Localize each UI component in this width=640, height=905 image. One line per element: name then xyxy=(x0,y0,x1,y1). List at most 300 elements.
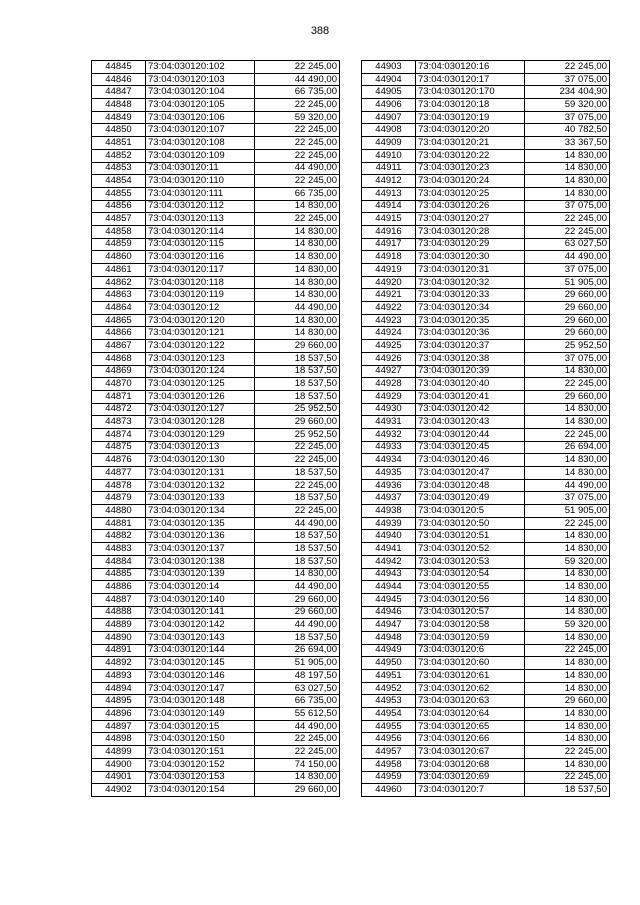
row-number-cell: 44932 xyxy=(362,428,416,441)
cadastral-number-cell: 73:04:030120:45 xyxy=(416,441,525,454)
cadastral-number-cell: 73:04:030120:40 xyxy=(416,378,525,391)
table-row xyxy=(362,593,610,606)
row-number-cell: 44919 xyxy=(362,264,416,277)
table-row xyxy=(362,225,610,238)
row-number-cell: 44849 xyxy=(92,111,146,124)
table-row xyxy=(362,530,610,543)
table-row xyxy=(92,238,340,251)
value-cell: 22 245,00 xyxy=(255,137,340,150)
table-row xyxy=(92,619,340,632)
table-row xyxy=(362,289,610,302)
table-row xyxy=(92,720,340,733)
cadastral-number-cell: 73:04:030120:132 xyxy=(146,479,255,492)
value-cell: 22 245,00 xyxy=(255,213,340,226)
row-number-cell: 44866 xyxy=(92,327,146,340)
row-number-cell: 44852 xyxy=(92,149,146,162)
row-number-cell: 44923 xyxy=(362,314,416,327)
table-row xyxy=(362,200,610,213)
cadastral-number-cell: 73:04:030120:44 xyxy=(416,428,525,441)
table-row xyxy=(362,264,610,277)
cadastral-number-cell: 73:04:030120:6 xyxy=(416,644,525,657)
cadastral-number-cell: 73:04:030120:13 xyxy=(146,441,255,454)
value-cell: 51 905,00 xyxy=(255,657,340,670)
cadastral-number-cell: 73:04:030120:37 xyxy=(416,340,525,353)
cadastral-number-cell: 73:04:030120:117 xyxy=(146,264,255,277)
row-number-cell: 44934 xyxy=(362,454,416,467)
value-cell: 18 537,50 xyxy=(525,784,610,797)
cadastral-number-cell: 73:04:030120:64 xyxy=(416,708,525,721)
value-cell: 14 830,00 xyxy=(255,771,340,784)
cadastral-number-cell: 73:04:030120:112 xyxy=(146,200,255,213)
cadastral-number-cell: 73:04:030120:141 xyxy=(146,606,255,619)
cadastral-number-cell: 73:04:030120:32 xyxy=(416,276,525,289)
cadastral-number-cell: 73:04:030120:113 xyxy=(146,213,255,226)
table-row xyxy=(362,682,610,695)
value-cell: 44 490,00 xyxy=(255,619,340,632)
registry-table-left-body xyxy=(92,61,340,797)
row-number-cell: 44880 xyxy=(92,505,146,518)
value-cell: 22 245,00 xyxy=(255,441,340,454)
value-cell: 22 245,00 xyxy=(525,61,610,74)
cadastral-number-cell: 73:04:030120:60 xyxy=(416,657,525,670)
table-row xyxy=(362,581,610,594)
cadastral-number-cell: 73:04:030120:127 xyxy=(146,403,255,416)
value-cell: 74 150,00 xyxy=(255,758,340,771)
table-row xyxy=(362,543,610,556)
cadastral-number-cell: 73:04:030120:121 xyxy=(146,327,255,340)
row-number-cell: 44851 xyxy=(92,137,146,150)
row-number-cell: 44929 xyxy=(362,390,416,403)
table-row xyxy=(92,505,340,518)
cadastral-number-cell: 73:04:030120:137 xyxy=(146,543,255,556)
cadastral-number-cell: 73:04:030120:125 xyxy=(146,378,255,391)
row-number-cell: 44876 xyxy=(92,454,146,467)
table-row xyxy=(362,187,610,200)
value-cell: 14 830,00 xyxy=(525,758,610,771)
cadastral-number-cell: 73:04:030120:107 xyxy=(146,124,255,137)
value-cell: 22 245,00 xyxy=(525,771,610,784)
value-cell: 14 830,00 xyxy=(525,581,610,594)
cadastral-number-cell: 73:04:030120:105 xyxy=(146,99,255,112)
table-row xyxy=(92,606,340,619)
cadastral-number-cell: 73:04:030120:136 xyxy=(146,530,255,543)
cadastral-number-cell: 73:04:030120:35 xyxy=(416,314,525,327)
value-cell: 29 660,00 xyxy=(525,302,610,315)
cadastral-number-cell: 73:04:030120:56 xyxy=(416,593,525,606)
table-row xyxy=(92,441,340,454)
value-cell: 37 075,00 xyxy=(525,492,610,505)
table-row xyxy=(362,302,610,315)
row-number-cell: 44903 xyxy=(362,61,416,74)
cadastral-number-cell: 73:04:030120:38 xyxy=(416,352,525,365)
table-row xyxy=(362,416,610,429)
table-row xyxy=(362,403,610,416)
value-cell: 18 537,50 xyxy=(255,467,340,480)
row-number-cell: 44930 xyxy=(362,403,416,416)
table-row xyxy=(362,695,610,708)
value-cell: 37 075,00 xyxy=(525,73,610,86)
row-number-cell: 44950 xyxy=(362,657,416,670)
value-cell: 51 905,00 xyxy=(525,505,610,518)
value-cell: 22 245,00 xyxy=(525,225,610,238)
row-number-cell: 44884 xyxy=(92,555,146,568)
table-row xyxy=(362,657,610,670)
cadastral-number-cell: 73:04:030120:68 xyxy=(416,758,525,771)
table-row xyxy=(92,352,340,365)
table-row xyxy=(92,327,340,340)
value-cell: 29 660,00 xyxy=(525,327,610,340)
value-cell: 14 830,00 xyxy=(525,708,610,721)
value-cell: 25 952,50 xyxy=(255,403,340,416)
table-row xyxy=(92,302,340,315)
page-number: 388 xyxy=(310,25,330,37)
cadastral-number-cell: 73:04:030120:138 xyxy=(146,555,255,568)
value-cell: 14 830,00 xyxy=(525,365,610,378)
table-row xyxy=(362,149,610,162)
row-number-cell: 44925 xyxy=(362,340,416,353)
row-number-cell: 44955 xyxy=(362,720,416,733)
cadastral-number-cell: 73:04:030120:108 xyxy=(146,137,255,150)
value-cell: 44 490,00 xyxy=(255,517,340,530)
table-row xyxy=(92,200,340,213)
cadastral-number-cell: 73:04:030120:21 xyxy=(416,137,525,150)
table-row xyxy=(362,771,610,784)
cadastral-number-cell: 73:04:030120:128 xyxy=(146,416,255,429)
value-cell: 63 027,50 xyxy=(525,238,610,251)
row-number-cell: 44902 xyxy=(92,784,146,797)
cadastral-number-cell: 73:04:030120:59 xyxy=(416,631,525,644)
table-row xyxy=(92,530,340,543)
value-cell: 14 830,00 xyxy=(255,264,340,277)
value-cell: 29 660,00 xyxy=(255,593,340,606)
table-row xyxy=(362,606,610,619)
cadastral-number-cell: 73:04:030120:124 xyxy=(146,365,255,378)
table-row xyxy=(362,175,610,188)
table-row xyxy=(92,340,340,353)
cadastral-number-cell: 73:04:030120:116 xyxy=(146,251,255,264)
cadastral-number-cell: 73:04:030120:14 xyxy=(146,581,255,594)
cadastral-number-cell: 73:04:030120:115 xyxy=(146,238,255,251)
row-number-cell: 44960 xyxy=(362,784,416,797)
row-number-cell: 44943 xyxy=(362,568,416,581)
table-row xyxy=(92,784,340,797)
cadastral-number-cell: 73:04:030120:131 xyxy=(146,467,255,480)
row-number-cell: 44944 xyxy=(362,581,416,594)
value-cell: 18 537,50 xyxy=(255,631,340,644)
row-number-cell: 44941 xyxy=(362,543,416,556)
table-row xyxy=(362,505,610,518)
row-number-cell: 44886 xyxy=(92,581,146,594)
table-row xyxy=(92,289,340,302)
value-cell: 22 245,00 xyxy=(525,517,610,530)
row-number-cell: 44878 xyxy=(92,479,146,492)
row-number-cell: 44882 xyxy=(92,530,146,543)
value-cell: 14 830,00 xyxy=(525,631,610,644)
cadastral-number-cell: 73:04:030120:61 xyxy=(416,670,525,683)
cadastral-number-cell: 73:04:030120:144 xyxy=(146,644,255,657)
value-cell: 14 830,00 xyxy=(525,733,610,746)
cadastral-number-cell: 73:04:030120:24 xyxy=(416,175,525,188)
table-row xyxy=(362,517,610,530)
value-cell: 14 830,00 xyxy=(255,327,340,340)
row-number-cell: 44869 xyxy=(92,365,146,378)
value-cell: 14 830,00 xyxy=(525,530,610,543)
cadastral-number-cell: 73:04:030120:27 xyxy=(416,213,525,226)
table-row xyxy=(362,390,610,403)
value-cell: 22 245,00 xyxy=(525,746,610,759)
cadastral-number-cell: 73:04:030120:145 xyxy=(146,657,255,670)
row-number-cell: 44891 xyxy=(92,644,146,657)
table-row xyxy=(92,479,340,492)
cadastral-number-cell: 73:04:030120:30 xyxy=(416,251,525,264)
cadastral-number-cell: 73:04:030120:34 xyxy=(416,302,525,315)
row-number-cell: 44867 xyxy=(92,340,146,353)
cadastral-number-cell: 73:04:030120:28 xyxy=(416,225,525,238)
table-row xyxy=(362,276,610,289)
table-row xyxy=(92,492,340,505)
row-number-cell: 44893 xyxy=(92,670,146,683)
row-number-cell: 44949 xyxy=(362,644,416,657)
registry-table-left xyxy=(91,60,340,797)
table-row xyxy=(362,352,610,365)
row-number-cell: 44855 xyxy=(92,187,146,200)
cadastral-number-cell: 73:04:030120:148 xyxy=(146,695,255,708)
table-row xyxy=(92,137,340,150)
cadastral-number-cell: 73:04:030120:58 xyxy=(416,619,525,632)
table-row xyxy=(92,86,340,99)
cadastral-number-cell: 73:04:030120:48 xyxy=(416,479,525,492)
cadastral-number-cell: 73:04:030120:126 xyxy=(146,390,255,403)
row-number-cell: 44937 xyxy=(362,492,416,505)
registry-table-right-body xyxy=(362,61,610,797)
row-number-cell: 44948 xyxy=(362,631,416,644)
row-number-cell: 44898 xyxy=(92,733,146,746)
row-number-cell: 44935 xyxy=(362,467,416,480)
cadastral-number-cell: 73:04:030120:153 xyxy=(146,771,255,784)
row-number-cell: 44917 xyxy=(362,238,416,251)
value-cell: 14 830,00 xyxy=(525,670,610,683)
table-row xyxy=(92,568,340,581)
value-cell: 44 490,00 xyxy=(525,479,610,492)
value-cell: 14 830,00 xyxy=(255,238,340,251)
value-cell: 14 830,00 xyxy=(525,149,610,162)
table-row xyxy=(362,568,610,581)
row-number-cell: 44940 xyxy=(362,530,416,543)
cadastral-number-cell: 73:04:030120:49 xyxy=(416,492,525,505)
row-number-cell: 44848 xyxy=(92,99,146,112)
value-cell: 22 245,00 xyxy=(525,378,610,391)
cadastral-number-cell: 73:04:030120:53 xyxy=(416,555,525,568)
row-number-cell: 44888 xyxy=(92,606,146,619)
row-number-cell: 44874 xyxy=(92,428,146,441)
row-number-cell: 44914 xyxy=(362,200,416,213)
table-row xyxy=(92,73,340,86)
table-row xyxy=(362,492,610,505)
table-row xyxy=(362,454,610,467)
table-row xyxy=(362,555,610,568)
cadastral-number-cell: 73:04:030120:19 xyxy=(416,111,525,124)
value-cell: 22 245,00 xyxy=(525,644,610,657)
value-cell: 14 830,00 xyxy=(525,657,610,670)
value-cell: 18 537,50 xyxy=(255,352,340,365)
value-cell: 14 830,00 xyxy=(525,162,610,175)
table-row xyxy=(92,670,340,683)
row-number-cell: 44862 xyxy=(92,276,146,289)
table-row xyxy=(362,428,610,441)
cadastral-number-cell: 73:04:030120:20 xyxy=(416,124,525,137)
row-number-cell: 44939 xyxy=(362,517,416,530)
row-number-cell: 44907 xyxy=(362,111,416,124)
cadastral-number-cell: 73:04:030120:66 xyxy=(416,733,525,746)
table-row xyxy=(92,390,340,403)
row-number-cell: 44912 xyxy=(362,175,416,188)
cadastral-number-cell: 73:04:030120:36 xyxy=(416,327,525,340)
row-number-cell: 44883 xyxy=(92,543,146,556)
row-number-cell: 44875 xyxy=(92,441,146,454)
cadastral-number-cell: 73:04:030120:139 xyxy=(146,568,255,581)
value-cell: 26 694,00 xyxy=(255,644,340,657)
value-cell: 48 197,50 xyxy=(255,670,340,683)
table-row xyxy=(92,124,340,137)
row-number-cell: 44845 xyxy=(92,61,146,74)
value-cell: 25 952,50 xyxy=(255,428,340,441)
row-number-cell: 44868 xyxy=(92,352,146,365)
row-number-cell: 44918 xyxy=(362,251,416,264)
cadastral-number-cell: 73:04:030120:140 xyxy=(146,593,255,606)
table-row xyxy=(362,619,610,632)
value-cell: 14 830,00 xyxy=(525,454,610,467)
value-cell: 22 245,00 xyxy=(525,428,610,441)
value-cell: 14 830,00 xyxy=(525,543,610,556)
value-cell: 22 245,00 xyxy=(255,61,340,74)
row-number-cell: 44873 xyxy=(92,416,146,429)
value-cell: 22 245,00 xyxy=(255,746,340,759)
value-cell: 14 830,00 xyxy=(255,200,340,213)
value-cell: 29 660,00 xyxy=(255,784,340,797)
table-row xyxy=(92,187,340,200)
table-row xyxy=(362,720,610,733)
table-row xyxy=(92,61,340,74)
registry-table-right xyxy=(361,60,610,797)
table-row xyxy=(92,365,340,378)
cadastral-number-cell: 73:04:030120:102 xyxy=(146,61,255,74)
cadastral-number-cell: 73:04:030120:151 xyxy=(146,746,255,759)
row-number-cell: 44864 xyxy=(92,302,146,315)
row-number-cell: 44879 xyxy=(92,492,146,505)
value-cell: 22 245,00 xyxy=(255,175,340,188)
table-row xyxy=(362,708,610,721)
value-cell: 29 660,00 xyxy=(255,416,340,429)
value-cell: 40 782,50 xyxy=(525,124,610,137)
table-row xyxy=(92,378,340,391)
table-row xyxy=(92,225,340,238)
table-row xyxy=(362,238,610,251)
table-row xyxy=(362,86,610,99)
cadastral-number-cell: 73:04:030120:154 xyxy=(146,784,255,797)
row-number-cell: 44890 xyxy=(92,631,146,644)
row-number-cell: 44956 xyxy=(362,733,416,746)
table-row xyxy=(92,555,340,568)
row-number-cell: 44896 xyxy=(92,708,146,721)
cadastral-number-cell: 73:04:030120:43 xyxy=(416,416,525,429)
value-cell: 51 905,00 xyxy=(525,276,610,289)
row-number-cell: 44945 xyxy=(362,593,416,606)
row-number-cell: 44860 xyxy=(92,251,146,264)
value-cell: 22 245,00 xyxy=(255,124,340,137)
row-number-cell: 44905 xyxy=(362,86,416,99)
cadastral-number-cell: 73:04:030120:120 xyxy=(146,314,255,327)
cadastral-number-cell: 73:04:030120:11 xyxy=(146,162,255,175)
cadastral-number-cell: 73:04:030120:26 xyxy=(416,200,525,213)
table-row xyxy=(362,378,610,391)
cadastral-number-cell: 73:04:030120:41 xyxy=(416,390,525,403)
value-cell: 14 830,00 xyxy=(525,187,610,200)
row-number-cell: 44861 xyxy=(92,264,146,277)
row-number-cell: 44921 xyxy=(362,289,416,302)
row-number-cell: 44959 xyxy=(362,771,416,784)
table-row xyxy=(92,403,340,416)
table-row xyxy=(92,682,340,695)
cadastral-number-cell: 73:04:030120:134 xyxy=(146,505,255,518)
table-row xyxy=(92,314,340,327)
row-number-cell: 44856 xyxy=(92,200,146,213)
table-row xyxy=(362,631,610,644)
cadastral-number-cell: 73:04:030120:16 xyxy=(416,61,525,74)
value-cell: 29 660,00 xyxy=(525,289,610,302)
table-row xyxy=(362,479,610,492)
cadastral-number-cell: 73:04:030120:18 xyxy=(416,99,525,112)
row-number-cell: 44889 xyxy=(92,619,146,632)
table-row xyxy=(92,162,340,175)
table-row xyxy=(362,365,610,378)
value-cell: 37 075,00 xyxy=(525,352,610,365)
row-number-cell: 44895 xyxy=(92,695,146,708)
value-cell: 44 490,00 xyxy=(255,581,340,594)
value-cell: 18 537,50 xyxy=(255,365,340,378)
row-number-cell: 44906 xyxy=(362,99,416,112)
value-cell: 18 537,50 xyxy=(255,390,340,403)
row-number-cell: 44900 xyxy=(92,758,146,771)
cadastral-number-cell: 73:04:030120:31 xyxy=(416,264,525,277)
row-number-cell: 44904 xyxy=(362,73,416,86)
table-row xyxy=(362,251,610,264)
cadastral-number-cell: 73:04:030120:118 xyxy=(146,276,255,289)
value-cell: 14 830,00 xyxy=(255,314,340,327)
table-row xyxy=(362,644,610,657)
row-number-cell: 44916 xyxy=(362,225,416,238)
table-row xyxy=(92,175,340,188)
value-cell: 18 537,50 xyxy=(255,492,340,505)
table-row xyxy=(92,631,340,644)
cadastral-number-cell: 73:04:030120:119 xyxy=(146,289,255,302)
value-cell: 14 830,00 xyxy=(525,606,610,619)
cadastral-number-cell: 73:04:030120:133 xyxy=(146,492,255,505)
cadastral-number-cell: 73:04:030120:67 xyxy=(416,746,525,759)
cadastral-number-cell: 73:04:030120:170 xyxy=(416,86,525,99)
cadastral-number-cell: 73:04:030120:135 xyxy=(146,517,255,530)
value-cell: 14 830,00 xyxy=(255,251,340,264)
table-row xyxy=(92,746,340,759)
value-cell: 22 245,00 xyxy=(255,505,340,518)
cadastral-number-cell: 73:04:030120:104 xyxy=(146,86,255,99)
value-cell: 22 245,00 xyxy=(525,213,610,226)
row-number-cell: 44946 xyxy=(362,606,416,619)
table-row xyxy=(92,657,340,670)
table-row xyxy=(362,73,610,86)
row-number-cell: 44928 xyxy=(362,378,416,391)
table-row xyxy=(92,695,340,708)
value-cell: 44 490,00 xyxy=(255,73,340,86)
